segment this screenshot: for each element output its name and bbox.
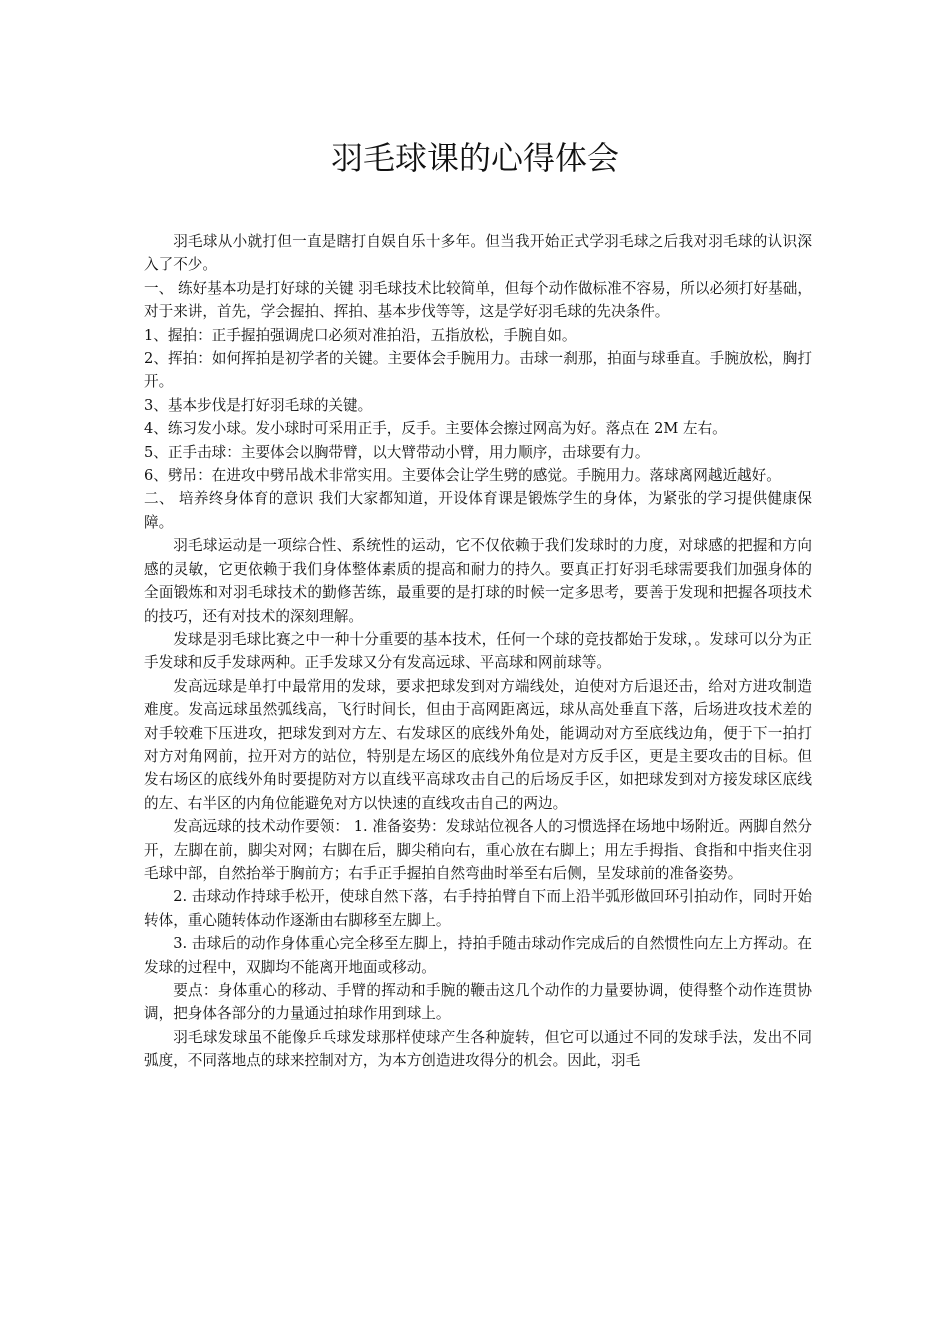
paragraph: 二、 培养终身体育的意识 我们大家都知道，开设体育课是锻炼学生的身体，为紧张的学习提供健康保障。 bbox=[144, 490, 812, 531]
paragraph: 羽毛球发球虽不能像乒乓球发球那样使球产生各种旋转，但它可以通过不同的发球手法，发出不同弧度，不同落地点的球来控制对方，为本方创造进攻得分的机会。因此，羽毛 bbox=[144, 1028, 812, 1070]
paragraph: 一、 练好基本功是打好球的关键 羽毛球技术比较简单，但每个动作做标准不容易，所以必须打好基础，对于来讲，首先，学会握拍、挥拍、基本步伐等等，这是学好羽毛球的先决条件。 bbox=[144, 279, 812, 321]
document-body bbox=[144, 230, 812, 1073]
paragraph: 6、劈吊：在进攻中劈吊战术非常实用。主要体会让学生劈的感觉。手腕用力。落球离网越近越好。 bbox=[144, 467, 781, 485]
paragraph: 3. 击球后的动作身体重心完全移至左脚上，持拍手随击球动作完成后的自然惯性向左上方挥动。在发球的过程中，双脚均不能离开地面或移动。 bbox=[144, 935, 812, 976]
paragraph: 4、练习发小球。发小球时可采用正手，反手。主要体会擦过网高为好。落点在 2M 左右。 bbox=[144, 420, 727, 438]
paragraph: 1、握拍：正手握拍强调虎口必须对准拍沿，五指放松，手腕自如。 bbox=[144, 326, 577, 344]
paragraph: 5、正手击球：主要体会以胸带臂，以大臂带动小臂，用力顺序，击球要有力。 bbox=[144, 443, 650, 461]
paragraph: 3、基本步伐是打好羽毛球的关键。 bbox=[144, 396, 373, 414]
document-title: 羽毛球课的心得体会 bbox=[330, 139, 619, 177]
paragraph: 发高远球是单打中最常用的发球，要求把球发到对方端线处，迫使对方后退还击，给对方进攻制造难度。发高远球虽然弧线高，飞行时间长，但由于高网距离远，球从高处垂直下落，后场进攻技术差的对手较难下压进攻，把球发到对方左、右发球区的底线外角处，能调动对方至底线边角，便于下一拍打对方对角网前，拉开对方的站位，特别是左场区的底线外角位是对方反手区，更是主要攻击的目标。但发右场区的底线外角时要提防对方以直线平高球攻击自己的后场反手区，如把球发到对方接发球区底线的左、右半区的内角位能避免对方以快速的直线攻击自己的两边。 bbox=[144, 677, 812, 812]
paragraph: 发球是羽毛球比赛之中一种十分重要的基本技术，任何一个球的竞技都始于发球，。发球可以分为正手发球和反手发球两种。正手发球又分有发高远球、平高球和网前球等。 bbox=[144, 630, 812, 672]
paragraph: 羽毛球运动是一项综合性、系统性的运动，它不仅依赖于我们发球时的力度，对球感的把握和方向感的灵敏，它更依赖于我们身体整体素质的提高和耐力的持久。要真正打好羽毛球需要我们加强身体的全面锻炼和对羽毛球技术的勤修苦练，最重要的是打球的时候一定多思考，要善于发现和把握各项技术的技巧，还有对技术的深刻理解。 bbox=[144, 537, 812, 625]
paragraph: 要点：身体重心的移动、手臂的挥动和手腕的鞭击这几个动作的力量要协调，使得整个动作连贯协调，把身体各部分的力量通过拍球作用到球上。 bbox=[144, 982, 812, 1023]
paragraph: 2、挥拍：如何挥拍是初学者的关键。主要体会手腕用力。击球一刹那，拍面与球垂直。手腕放松，胸打开。 bbox=[144, 350, 812, 391]
paragraph: 2. 击球动作持球手松开，使球自然下落，右手持拍臂自下而上沿半弧形做回环引拍动作，同时开始转体，重心随转体动作逐渐由右脚移至左脚上。 bbox=[144, 888, 812, 929]
paragraph: 羽毛球从小就打但一直是瞎打自娱自乐十多年。但当我开始正式学羽毛球之后我对羽毛球的认识深入了不少。 bbox=[144, 233, 812, 274]
paragraph: 发高远球的技术动作要领： 1. 准备姿势：发球站位视各人的习惯选择在场地中场附近。两脚自然分开，左脚在前，脚尖对网；右脚在后，脚尖稍向右，重心放在右脚上；用左手拇指、食指和中指夹住羽毛球中部，自然抬举于胸前方；右手正手握拍自然弯曲时举至右后侧，呈发球前的准备姿势。 bbox=[144, 818, 812, 882]
